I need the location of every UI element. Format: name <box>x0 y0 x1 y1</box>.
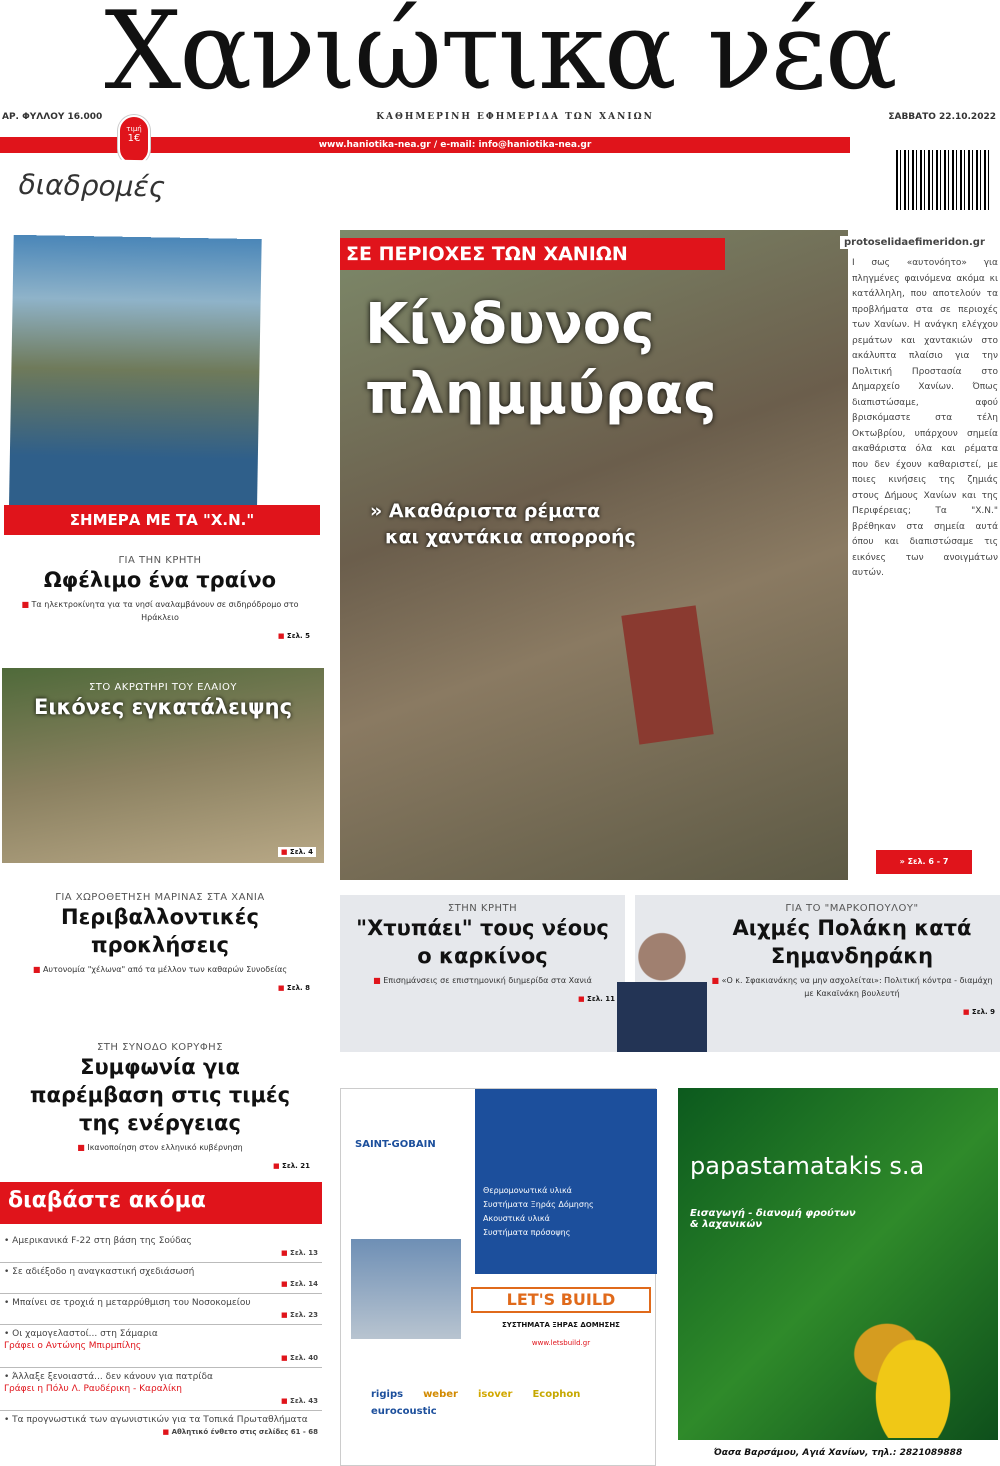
headline: Περιβαλλοντικές προκλήσεις <box>61 905 259 957</box>
barcode <box>896 150 992 210</box>
kicker: ΣΤΗΝ ΚΡΗΤΗ <box>447 903 518 914</box>
lead-kicker: ΣΕ ΠΕΡΙΟΧΕΣ ΤΩΝ ΧΑΝΙΩΝ <box>340 238 725 270</box>
ad-cta: LET'S BUILD <box>471 1287 651 1313</box>
list-item[interactable]: • Τα προγνωστικά των αγωνιστικών για τα Τοπικά Πρωταθλήματα ■ Αθλητικό ένθετο στις σελίδες 61 - 68 <box>0 1411 322 1441</box>
page-ref: ■ Σελ. 11 <box>350 995 615 1003</box>
read-more-header: διαβάστε ακόμα <box>0 1182 322 1224</box>
ad-brand: papastamatakis s.a <box>690 1152 925 1180</box>
lead-page-ref[interactable]: » Σελ. 6 - 7 <box>876 850 972 874</box>
kicker: ΓΙΑ ΧΩΡΟΘΕΤΗΣΗ ΜΑΡΙΝΑΣ ΣΤΑ ΧΑΝΙΑ <box>55 892 265 903</box>
ad-web: www.letsbuild.gr <box>531 1339 591 1347</box>
page-ref: ■ Σελ. 9 <box>709 1008 995 1016</box>
politician-photo <box>617 925 707 1052</box>
kicker: ΓΙΑ ΤΟ "ΜΑΡΚΟΠΟΥΛΟΥ" <box>785 903 919 914</box>
ad-text: Εισαγωγή - διανομή φρούτων & λαχανικών <box>690 1208 856 1230</box>
lead-story[interactable] <box>340 230 848 880</box>
price-badge: τιμή 1€ <box>118 115 150 165</box>
deck: ■ «Ο κ. Σφακιανάκης να μην ασχολείται»: Πολιτική κόντρα - διαμάχη με Κακαϊνάκη βουλευτή <box>709 974 995 1000</box>
lead-body: Ι σως «αυτονόητο» για πληγμένες φαινόμενα ακόμα κι κατάλληλη, που αποτελούν τα προβλήματα στα σε περιοχές των Χανίων. Η ανάγκη ελέγχου ρεμάτων και χαντακιών στο ακάλυπτα πλαίσιο για την Πολιτική Προστασία στο Δημαρχείο Χανίων. Όπως διαπιστώσαμε, αφού βρισκόμαστε στα τέλη Οκτωβρίου, υπάρχουν σημεία ακαθάριστα όλα και ρέματα που δεν έχουν καθαριστεί, με ποιες κινήσεις της ζημιάς στους Δήμους Χανίων και της Περιφέρειας; Τα "Χ.Ν." βρέθηκαν στα σημεία αυτά όπου και διαπιστώσαμε τις εικόνες των ανοιγμάτων αυτών. <box>852 258 998 578</box>
story-left-4[interactable] <box>10 1042 310 1170</box>
lead-subhead: » Ακαθάριστα ρέματα και χαντάκια απορροής <box>370 500 636 548</box>
page-ref: ■ Σελ. 21 <box>10 1162 310 1170</box>
ad-partners: rigips weber isover Ecophon eurocoustic <box>371 1389 581 1417</box>
house-illustration <box>351 1239 461 1339</box>
headline: "Χτυπάει" τους νέους ο καρκίνος <box>356 916 609 968</box>
supplement-banner: ΣΗΜΕΡΑ ΜΕ ΤΑ "Χ.Ν." <box>4 505 320 535</box>
ad-saint-gobain[interactable] <box>340 1088 656 1466</box>
tagline: ΚΑΘΗΜΕΡΙΝΗ ΕΦΗΜΕΡΙΔΑ ΤΩΝ ΧΑΝΙΩΝ <box>376 112 654 122</box>
watermark: protoselidaefimeridon.gr <box>840 236 989 249</box>
lead-headline: Κίνδυνος πλημμύρας <box>365 292 717 427</box>
headline: Ωφέλιμο ένα τραίνο <box>43 568 277 592</box>
ad-brand: SAINT-GOBAIN <box>355 1139 436 1150</box>
deck: ■ Τα ηλεκτροκίνητα για τα νησί αναλαμβάνουν σε σιδηρόδρομο στο Ηράκλειο <box>10 598 310 624</box>
list-item[interactable]: • Αμερικανικά F-22 στη βάση της Σούδας ■ Σελ. 13 <box>0 1232 322 1263</box>
headline: Εικόνες εγκατάλειψης <box>33 695 293 719</box>
kicker: ΓΙΑ ΤΗΝ ΚΡΗΤΗ <box>118 555 202 566</box>
page-ref: ■ Σελ. 8 <box>10 984 310 992</box>
list-item[interactable]: • Οι χαμογελαστοί... στη Σάμαρια Γράφει ο Αντώνης Μπιρμπίλης ■ Σελ. 40 <box>0 1325 322 1368</box>
supplement-title: διαδρομές <box>18 167 166 204</box>
deck: ■ Ικανοποίηση στον ελληνικό κυβέρνηση <box>10 1141 310 1154</box>
ad-footer: Όασα Βαρσάμου, Αγιά Χανίων, τηλ.: 2821089888 <box>678 1440 998 1466</box>
supplement-cover[interactable] <box>9 158 263 512</box>
contact-bar: www.haniotika-nea.gr / e-mail: info@haniotika-nea.gr <box>0 137 850 153</box>
page-ref: ■ Σελ. 5 <box>10 632 310 640</box>
story-left-1[interactable] <box>10 555 310 640</box>
read-more-list <box>0 1232 322 1441</box>
story-left-2[interactable] <box>2 668 324 863</box>
list-item[interactable]: • Άλλαξε ξενοιαστά... δεν κάνουν για πατρίδα Γράφει η Πόλυ Λ. Ραυδέρικη - Καραλίκη ■ Σελ. 43 <box>0 1368 322 1411</box>
list-item[interactable]: • Μπαίνει σε τροχιά η μεταρρύθμιση του Νοσοκομείου ■ Σελ. 23 <box>0 1294 322 1325</box>
story-center-2[interactable] <box>635 895 1000 1052</box>
story-center-1[interactable] <box>340 895 625 1052</box>
deck: ■ Επισημάνσεις σε επιστημονική διημερίδα στα Χανιά <box>350 974 615 987</box>
fruit-image <box>848 1298 978 1438</box>
deck: ■ Αυτονομία "χέλωνα" από τα μέλλον των καθαρών Συνοδείας <box>10 963 310 976</box>
sign-post <box>621 605 713 744</box>
kicker: ΣΤΟ ΑΚΡΩΤΗΡΙ ΤΟΥ ΕΛΑΙΟΥ <box>88 682 238 693</box>
kicker: ΣΤΗ ΣΥΝΟΔΟ ΚΟΡΥΦΗΣ <box>96 1042 224 1053</box>
story-left-3[interactable] <box>10 892 310 992</box>
ad-company: ΣΥΣΤΗΜΑΤΑ ΞΗΡΑΣ ΔΟΜΗΣΗΣ <box>502 1321 620 1329</box>
masthead-title: Χανιώτικα νέα <box>104 0 896 114</box>
headline: Αιχμές Πολάκη κατά Σημανδηράκη <box>732 916 972 968</box>
ad-papastamatakis[interactable] <box>678 1088 998 1466</box>
page-ref: ■ Σελ. 4 <box>278 847 316 857</box>
issue-date: ΣΑΒΒΑΤΟ 22.10.2022 <box>888 112 996 122</box>
list-item[interactable]: • Σε αδιέξοδο η αναγκαστική σχεδιάσωσή ■ Σελ. 14 <box>0 1263 322 1294</box>
headline: Συμφωνία για παρέμβαση στις τιμές της ενέργειας <box>29 1055 291 1135</box>
issue-number: ΑΡ. ΦΥΛΛΟΥ 16.000 <box>2 112 103 122</box>
ad-feature-list: Θερμομονωτικά υλικά Συστήματα Ξηράς Δόμησης Ακουστικά υλικά Συστήματα πρόσοψης <box>475 1089 657 1274</box>
